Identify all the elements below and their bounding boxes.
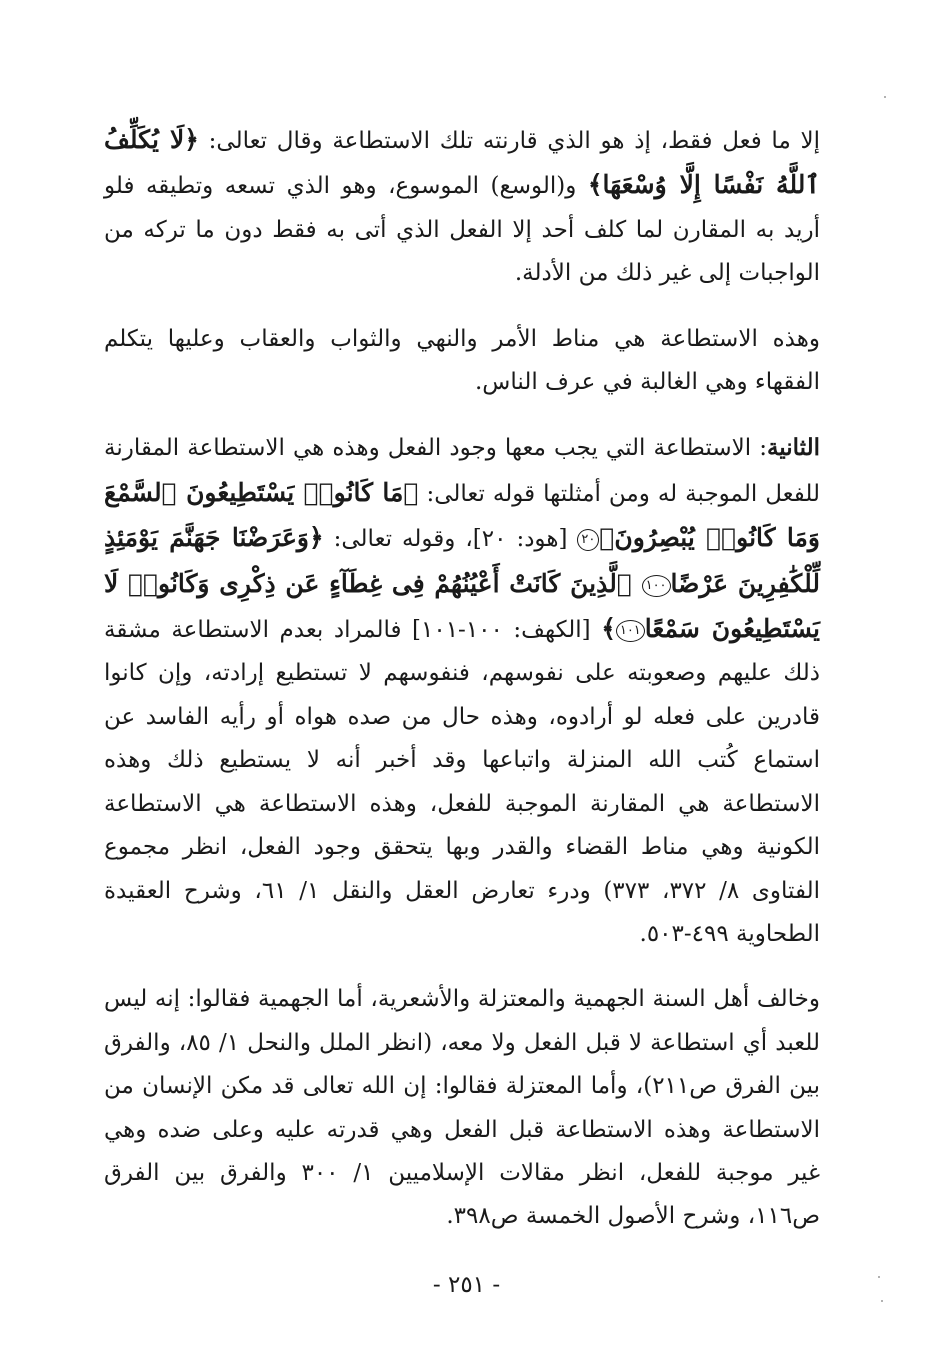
paragraph	[104, 318, 820, 405]
body-text: [هود: ٢٠]، وقوله تعالى:	[323, 526, 578, 553]
quran-verse: ﴾	[601, 614, 616, 644]
paragraph-gap	[104, 956, 820, 978]
paragraph	[104, 426, 820, 956]
scan-speck	[878, 1276, 880, 1278]
quran-verse: ٱلَّذِينَ كَانَتْ أَعْيُنُهُمْ فِى غِطَآءٍ عَن ذِكْرِى وَكَانُوا۟ لَا يَسْتَطِيعُونَ سَمْعًا	[104, 568, 820, 644]
quran-verse: ﴿مَا كَانُوا۟ يَسْتَطِيعُونَ ٱلسَّمْعَ وَمَا كَانُوا۟ يُبْصِرُونَ﴾	[104, 477, 821, 553]
ayah-number-marker: ١٠٠	[642, 575, 671, 597]
body-text: وهذه الاستطاعة هي مناط الأمر والنهي والثواب والعقاب وعليها يتكلم الفقهاء وهي الغالبة في عرف الناس.	[104, 325, 820, 396]
scan-speck	[881, 1300, 883, 1302]
ayah-number-marker: ١٠١	[616, 620, 645, 642]
page-number: - ٢٥١ -	[432, 1272, 501, 1298]
page-body	[104, 118, 820, 1239]
paragraph-gap	[104, 296, 820, 318]
body-text: وخالف أهل السنة الجهمية والمعتزلة والأشعرية، أما الجهمية فقالوا: إنه ليس للعبد أي استطاعة لا قبل الفعل ولا معه، (انظر الملل والنحل ١/ ٨٥، والفرق بين الفرق ص٢١١)، وأما المعتزلة فقالوا: إن الله تعالى قد مكن الإنسان من الاستطاعة وهذه الاستطاعة قبل الفعل وهي قدرته عليه وعلى ضده وهي غير موجبة للفعل، انظر مقالات الإسلاميين ١/ ٣٠٠ والفرق بين الفرق ص١١٦، وشرح الأصول الخمسة ص٣٩٨.	[104, 986, 821, 1230]
quran-verse: ﴿لَا يُكَلِّفُ ٱللَّهُ نَفْسًا إِلَّا وُسْعَهَا﴾	[104, 125, 821, 200]
paragraph	[104, 978, 820, 1238]
paragraph-gap	[104, 404, 820, 426]
body-text: [الكهف: ١٠٠-١٠١] فالمراد بعدم الاستطاعة مشقة ذلك عليهم وصعوبته على نفوسهم، فنفوسهم لا تستطيع إرادته، وإن كانوا قادرين على فعله لو أرادوه، وهذه حال من صده هواه أو رأيه الفاسد عن استماع كُتب الله المنزلة واتباعها وقد أخبر أنه لا يستطيع ذلك وهذه الاستطاعة هي المقارنة الموجبة للفعل، وهذه الاستطاعة هي الاستطاعة الكونية وهي مناط القضاء والقدر وبها يتحقق وجود الفعل، انظر مجموع الفتاوى ٨/ ٣٧٢، ٣٧٣) ودرء تعارض العقل والنقل ١/ ٦١، وشرح العقيدة الطحاوية ٤٩٩-٥٠٣.	[104, 617, 821, 947]
body-text: و(الوسع) الموسوع، وهو الذي تسعه وتطيقه فلو أريد به المقارن لما كلف أحد إلا الفعل الذي أتى به فقط دون ما تركه من الواجبات إلى غير ذلك من الأدلة.	[104, 173, 820, 287]
scan-speck	[884, 96, 886, 98]
paragraph	[104, 118, 820, 296]
body-text: إلا ما فعل فقط، إذ هو الذي قارنته تلك الاستطاعة وقال تعالى:	[198, 128, 820, 154]
quran-verse: ﴿وَعَرَضْنَا جَهَنَّمَ يَوْمَئِذٍ لِّلْكَٰفِرِينَ عَرْضًا	[104, 523, 820, 598]
body-text: : الاستطاعة التي يجب معها وجود الفعل وهذه هي الاستطاعة المقارنة للفعل الموجبة له ومن أمثلتها قوله تعالى:	[104, 435, 821, 507]
section-term: الثانية	[766, 434, 820, 462]
ayah-number-marker: ٢٠	[577, 529, 599, 551]
